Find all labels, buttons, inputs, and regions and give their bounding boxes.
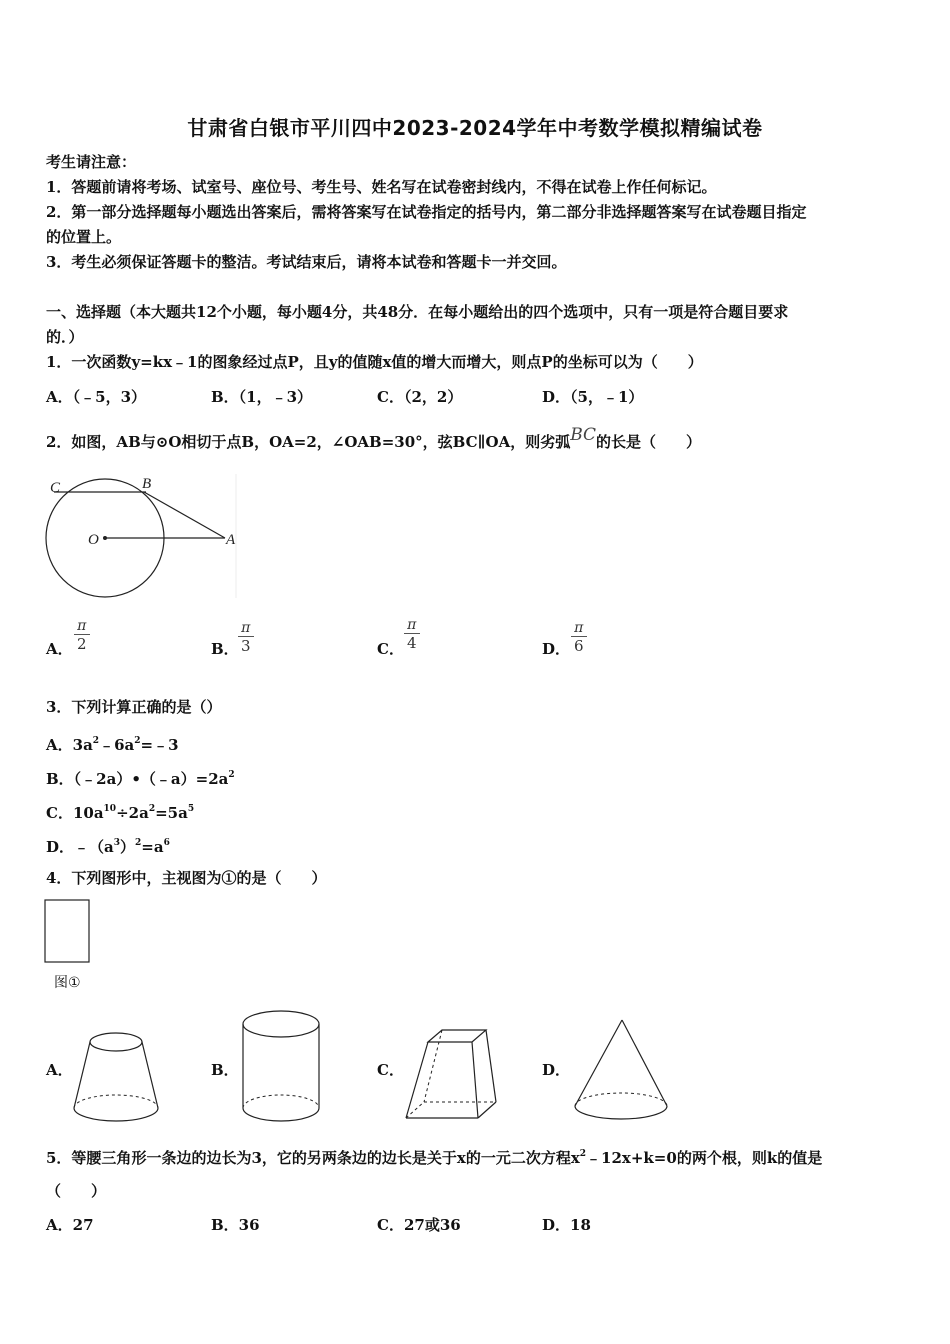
q3-stem: 3．下列计算正确的是（） (46, 698, 222, 716)
q3-option-b[interactable] (46, 764, 235, 790)
q3-c-part2: ÷2a (116, 804, 149, 822)
q3-a-part2: ﹣6a (99, 736, 135, 754)
q2-option-b[interactable]: B． (211, 640, 239, 658)
q2-circle-figure (40, 472, 240, 602)
q3-b-sup1: 2 (228, 770, 235, 780)
q2-d-numerator: π (574, 620, 584, 636)
q2-a-denominator: 2 (74, 634, 90, 653)
q2-b-numerator: π (241, 620, 251, 636)
q3-a-sup2: 2 (134, 736, 141, 746)
q1-option-c[interactable]: C．（2，2） (377, 388, 463, 406)
q5-paren: （ ） (46, 1182, 107, 1200)
q5-option-b[interactable]: B．36 (211, 1216, 260, 1234)
q3-c-part3: =5a (155, 804, 188, 822)
q4-reference-rectangle (44, 899, 92, 965)
q2-option-a[interactable]: A． (46, 640, 73, 658)
q3-d-sup3: 6 (163, 838, 170, 848)
notice-item-1: 1．答题前请将考场、试室号、座位号、考生号、姓名写在试卷密封线内，不得在试卷上作任何标记。 (46, 178, 717, 196)
q2-a-numerator: π (77, 618, 87, 634)
q5-option-c[interactable]: C．27或36 (377, 1216, 461, 1234)
q4-option-c[interactable]: C． (377, 1061, 404, 1079)
section-heading: 一、选择题（本大题共12个小题，每小题4分，共48分．在每小题给出的四个选项中，只有一项是符合题目要求 (46, 303, 789, 321)
tangent-ab (144, 492, 225, 538)
page-title: 甘肃省白银市平川四中2023-2024学年中考数学模拟精编试卷 (187, 116, 763, 140)
q1-stem: 1．一次函数y=kx﹣1的图象经过点P，且y的值随x值的增大而增大，则点P的坐标可以为（ ） (46, 353, 703, 371)
q2-option-d-fraction (571, 620, 587, 655)
q4-figure-caption: 图① (54, 975, 81, 991)
center-dot (103, 536, 107, 540)
q2-stem (46, 425, 702, 453)
q4-option-a[interactable]: A． (46, 1061, 73, 1079)
q2-c-denominator: 4 (404, 633, 420, 652)
label-o: O (88, 532, 99, 548)
q3-d-part2: ） (120, 838, 136, 856)
q1-option-a[interactable]: A．（﹣5，3） (46, 388, 147, 406)
q3-c-sup2: 2 (148, 804, 156, 814)
q2-c-numerator: π (407, 617, 417, 633)
label-c: C (50, 480, 61, 496)
q5-option-d[interactable]: D．18 (542, 1216, 591, 1234)
q4-stem: 4．下列图形中，主视图为①的是（ ） (46, 869, 327, 887)
q3-b-part1: B．（﹣2a）•（﹣a）=2a (46, 770, 229, 788)
notice-item-3: 3．考生必须保证答题卡的整洁。考试结束后，请将本试卷和答题卡一并交回。 (46, 253, 567, 271)
q4-option-d[interactable]: D． (542, 1061, 571, 1079)
q5-sup: 2 (579, 1149, 587, 1159)
q5-option-a[interactable]: A．27 (46, 1216, 94, 1234)
q5-stem-end: ﹣12x+k=0的两个根，则k的值是 (586, 1149, 823, 1167)
q3-c-sup1: 10 (103, 804, 117, 814)
q4-option-b[interactable]: B． (211, 1061, 239, 1079)
q1-option-b[interactable]: B．（1，﹣3） (211, 388, 313, 406)
q3-d-sup2: 2 (135, 838, 142, 848)
q3-a-sup1: 2 (92, 736, 100, 746)
q3-c-part1: C．10a (46, 804, 104, 822)
q2-option-c[interactable]: C． (377, 640, 404, 658)
label-b: B (142, 476, 152, 492)
q3-d-part3: =a (141, 838, 164, 856)
q2-stem-end: 的长是（ ） (596, 433, 702, 451)
q5-stem-start: 5．等腰三角形一条边的边长为3，它的另两条边的边长是关于x的一元二次方程x (46, 1149, 580, 1167)
notice-item-2: 2．第一部分选择题每小题选出答案后，需将答案写在试卷指定的括号内，第二部分非选择题答案写在试卷题目指定 (46, 203, 807, 221)
q2-option-a-fraction (74, 618, 90, 653)
q3-a-part3: =﹣3 (140, 736, 179, 754)
section-heading-cont: 的．） (46, 328, 84, 346)
q2-d-denominator: 6 (571, 636, 587, 655)
q3-option-d[interactable] (46, 832, 170, 858)
frustum-pyramid-figure (402, 1026, 502, 1124)
q1-option-d[interactable]: D．（5，﹣1） (542, 388, 644, 406)
q3-a-part1: A．3a (46, 736, 93, 754)
q2-arc-label: BC (570, 425, 597, 445)
cone-figure (570, 1016, 670, 1124)
cylinder-figure (240, 1008, 324, 1128)
q3-d-sup1: 3 (113, 838, 120, 848)
q3-option-c[interactable] (46, 798, 194, 824)
q5-stem (46, 1143, 822, 1169)
notice-item-2-cont: 的位置上。 (46, 228, 122, 246)
notice-heading: 考生请注意： (46, 153, 137, 171)
q3-option-a[interactable] (46, 730, 179, 756)
q2-option-d[interactable]: D． (542, 640, 571, 658)
label-a: A (226, 532, 236, 548)
q2-b-denominator: 3 (238, 636, 254, 655)
q2-option-b-fraction (238, 620, 254, 655)
q2-stem-start: 2．如图，AB与⊙O相切于点B，OA=2，∠OAB=30°，弦BC∥OA，则劣弧 (46, 433, 571, 451)
q2-option-c-fraction (404, 617, 420, 652)
q3-c-sup3: 5 (187, 804, 195, 814)
frustum-figure (70, 1028, 162, 1128)
q3-d-part1: D．﹣（a (46, 838, 114, 856)
